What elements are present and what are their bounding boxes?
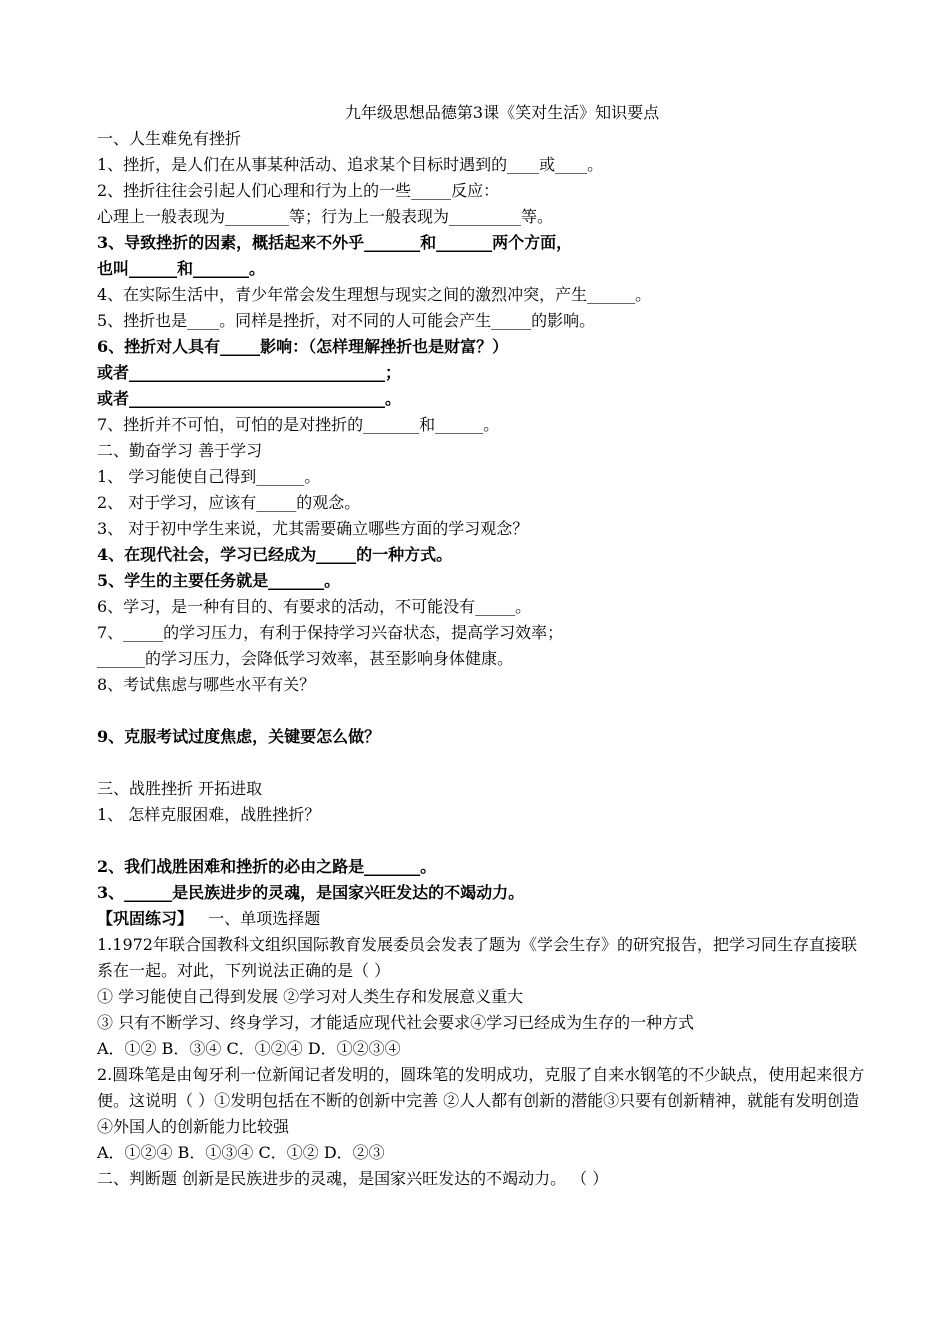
outline-line: 7、挫折并不可怕，可怕的是对挫折的_______和______。 bbox=[97, 415, 500, 434]
document-title: 九年级思想品德第3课《笑对生活》知识要点 bbox=[344, 103, 660, 122]
outline-line: 6、学习，是一种有目的、有要求的活动，不可能没有_____。 bbox=[97, 597, 532, 616]
outline-line: 一、人生难免有挫折 bbox=[97, 129, 242, 148]
outline-line: 5、学生的主要任务就是_______。 bbox=[97, 571, 341, 590]
question-1: 1.1972年联合国教科文组织国际教育发展委员会发表了题为《学会生存》的研究报告，把学习同生存直接联系在一起。对此，下列说法正确的是（ ） bbox=[97, 935, 857, 980]
blank-line bbox=[97, 750, 867, 776]
true-false-section: 二、判断题 创新是民族进步的灵魂，是国家兴旺发达的不竭动力。 （ ） bbox=[97, 1169, 609, 1188]
outline-line: 三、战胜挫折 开拓进取 bbox=[97, 779, 263, 798]
outline-line: 也叫______和_______。 bbox=[97, 259, 266, 278]
outline-line: 二、勤奋学习 善于学习 bbox=[97, 441, 263, 460]
outline-line: ______的学习压力，会降低学习效率，甚至影响身体健康。 bbox=[97, 649, 514, 668]
outline-line: 1、 学习能使自己得到______。 bbox=[97, 467, 321, 486]
outline-line: 4、在现代社会，学习已经成为_____的一种方式。 bbox=[97, 545, 453, 564]
outline-line: 6、挫折对人具有_____影响：（怎样理解挫折也是财富？） bbox=[97, 337, 509, 356]
outline-line: 3、导致挫折的因素，概括起来不外乎_______和_______两个方面， bbox=[97, 233, 573, 252]
question-1-options-a: ① 学习能使自己得到发展 ②学习对人类生存和发展意义重大 bbox=[97, 987, 524, 1006]
practice-heading: 【巩固练习】 bbox=[97, 909, 194, 928]
outline-line: 8、考试焦虑与哪些水平有关？ bbox=[97, 675, 316, 694]
question-1-answers: A．①② B．③④ C．①②④ D．①②③④ bbox=[97, 1039, 401, 1058]
outline-line: 1、挫折，是人们在从事某种活动、追求某个目标时遇到的____或____。 bbox=[97, 155, 604, 174]
question-2: 2.圆珠笔是由匈牙利一位新闻记者发明的，圆珠笔的发明成功，克服了自来水钢笔的不少缺点，使用起来很方便。这说明（ ）①发明包括在不断的创新中完善 ②人人都有创新的潜能③只要有创新精神，就能有发明创造 ④外国人的创新能力比较强 bbox=[97, 1065, 865, 1136]
outline-line: 3、 对于初中学生来说，尤其需要确立哪些方面的学习观念？ bbox=[97, 519, 529, 538]
outline-line: 2、我们战胜困难和挫折的必由之路是_______。 bbox=[97, 857, 437, 876]
outline-line: 2、 对于学习，应该有_____的观念。 bbox=[97, 493, 361, 512]
outline-line: 或者________________________________； bbox=[97, 363, 402, 382]
question-1-options-b: ③ 只有不断学习、终身学习，才能适应现代社会要求④学习已经成为生存的一种方式 bbox=[97, 1013, 695, 1032]
outline-line: 或者________________________________。 bbox=[97, 389, 402, 408]
blank-line bbox=[97, 698, 867, 724]
practice-section-1: 一、单项选择题 bbox=[208, 909, 321, 928]
outline-line: 1、 怎样克服困难，战胜挫折？ bbox=[97, 805, 321, 824]
outline-line: 2、挫折往往会引起人们心理和行为上的一些_____反应： bbox=[97, 181, 500, 200]
outline-line: 7、_____的学习压力，有利于保持学习兴奋状态，提高学习效率； bbox=[97, 623, 564, 642]
outline-line: 心理上一般表现为________等；行为上一般表现为_________等。 bbox=[97, 207, 554, 226]
outline-line: 9、克服考试过度焦虑，关键要怎么做？ bbox=[97, 727, 381, 746]
question-2-answers: A．①②④ B．①③④ C．①② D．②③ bbox=[97, 1143, 385, 1162]
outline-line: 4、在实际生活中，青少年常会发生理想与现实之间的激烈冲突，产生______。 bbox=[97, 285, 652, 304]
outline-lines bbox=[97, 126, 867, 906]
outline-line: 5、挫折也是____。同样是挫折，对不同的人可能会产生_____的影响。 bbox=[97, 311, 596, 330]
outline-line: 3、______是民族进步的灵魂，是国家兴旺发达的不竭动力。 bbox=[97, 883, 525, 902]
blank-line bbox=[97, 828, 867, 854]
practice-heading-line bbox=[97, 906, 867, 932]
document-page bbox=[97, 100, 867, 1192]
